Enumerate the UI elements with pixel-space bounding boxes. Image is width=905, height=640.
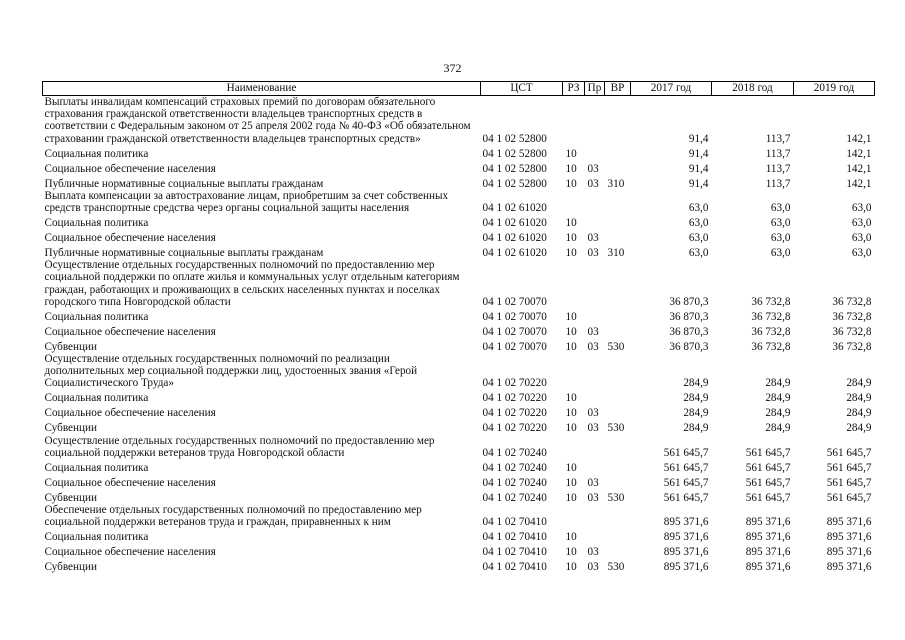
cell-name: Публичные нормативные социальные выплаты гражданам <box>44 177 324 190</box>
cell-y2019: 561 645,7 <box>826 491 872 504</box>
cell-y2017: 91,4 <box>688 177 709 190</box>
cell-y2019: 36 732,8 <box>832 310 872 323</box>
cell-vr <box>605 214 631 229</box>
header-pr: Пр <box>585 82 605 96</box>
cell-y2017: 91,4 <box>688 132 709 145</box>
cell-cst: 04 1 02 70240 <box>482 491 547 504</box>
cell-vr: 530 <box>607 491 625 504</box>
cell-cst: 04 1 02 70220 <box>482 407 547 420</box>
cell-y2017: 91,4 <box>688 162 709 175</box>
cell-vr <box>605 259 631 308</box>
table-row <box>43 489 875 504</box>
cell-pr: 03 <box>587 476 599 489</box>
cell-vr <box>605 504 631 528</box>
cell-name: Социальная политика <box>44 310 149 323</box>
cell-y2018: 284,9 <box>765 392 791 405</box>
cell-y2018: 36 732,8 <box>751 340 791 353</box>
cell-rz: 10 <box>565 422 577 435</box>
header-2019: 2019 год <box>794 82 875 96</box>
cell-name: Обеспечение отдельных государственных полномочий по предоставлению мер социальной поддержки ветеранов труда и граждан, приравненных к ним <box>44 504 422 529</box>
cell-cst: 04 1 02 70410 <box>482 531 547 544</box>
cell-cst: 04 1 02 52800 <box>482 147 547 160</box>
cell-y2018: 36 732,8 <box>751 295 791 308</box>
cell-cst: 04 1 02 70220 <box>482 422 547 435</box>
table-header-row <box>43 82 875 96</box>
cell-vr <box>605 229 631 244</box>
cell-pr: 03 <box>587 162 599 175</box>
cell-y2019: 63,0 <box>851 247 872 260</box>
cell-y2017: 63,0 <box>688 217 709 230</box>
cell-rz: 10 <box>565 217 577 230</box>
cell-cst: 04 1 02 70070 <box>482 325 547 338</box>
header-rz: РЗ <box>563 82 585 96</box>
cell-pr: 03 <box>587 491 599 504</box>
cell-pr <box>585 214 605 229</box>
table-row <box>43 435 875 459</box>
cell-y2019: 561 645,7 <box>826 461 872 474</box>
cell-y2017: 561 645,7 <box>663 491 709 504</box>
cell-y2019: 895 371,6 <box>826 531 872 544</box>
table-row <box>43 504 875 528</box>
cell-pr: 03 <box>587 546 599 559</box>
cell-y2019: 142,1 <box>846 162 872 175</box>
table-row <box>43 190 875 214</box>
cell-y2018: 561 645,7 <box>745 461 791 474</box>
table-row <box>43 175 875 190</box>
cell-rz: 10 <box>565 546 577 559</box>
cell-name: Социальное обеспечение населения <box>44 325 216 338</box>
cell-vr <box>605 543 631 558</box>
cell-rz: 10 <box>565 232 577 245</box>
header-2017: 2017 год <box>631 82 712 96</box>
cell-name: Субвенции <box>44 340 97 353</box>
cell-vr <box>605 160 631 175</box>
cell-name: Осуществление отдельных государственных полномочий по реализации дополнительных мер социальной поддержки лиц, удостоенных звания «Герой Социалистического Труда» <box>44 353 418 390</box>
cell-y2018: 63,0 <box>770 202 791 215</box>
table-row <box>43 528 875 543</box>
cell-y2017: 63,0 <box>688 247 709 260</box>
table-row <box>43 323 875 338</box>
budget-table <box>42 81 875 573</box>
cell-y2017: 895 371,6 <box>663 561 709 574</box>
cell-cst: 04 1 02 52800 <box>482 177 547 190</box>
cell-rz: 10 <box>565 392 577 405</box>
cell-y2019: 142,1 <box>846 147 872 160</box>
cell-y2019: 36 732,8 <box>832 325 872 338</box>
cell-name: Социальное обеспечение населения <box>44 476 216 489</box>
cell-vr: 310 <box>607 247 625 260</box>
cell-pr: 03 <box>587 247 599 260</box>
table-row <box>43 229 875 244</box>
cell-name: Субвенции <box>44 422 97 435</box>
cell-name: Социальная политика <box>44 392 149 405</box>
cell-y2018: 895 371,6 <box>745 531 791 544</box>
table-row <box>43 244 875 259</box>
cell-pr <box>585 308 605 323</box>
cell-vr <box>605 435 631 459</box>
cell-name: Социальное обеспечение населения <box>44 546 216 559</box>
table-row <box>43 259 875 308</box>
cell-y2019: 142,1 <box>846 177 872 190</box>
cell-pr: 03 <box>587 340 599 353</box>
table-row <box>43 338 875 353</box>
cell-name: Осуществление отдельных государственных полномочий по предоставлению мер социальной поддержки по оплате жилья и коммунальных услуг отдельным категориям граждан, работающих и проживающих в сельских населенных пунктах и поселках городского типа Новгородской области <box>44 259 460 308</box>
cell-vr <box>605 353 631 390</box>
cell-vr <box>605 323 631 338</box>
cell-rz: 10 <box>565 340 577 353</box>
cell-vr: 530 <box>607 422 625 435</box>
cell-vr <box>605 528 631 543</box>
cell-vr: 310 <box>607 177 625 190</box>
cell-y2018: 63,0 <box>770 247 791 260</box>
page-number: 372 <box>443 61 462 75</box>
cell-rz: 10 <box>565 247 577 260</box>
cell-cst: 04 1 02 70240 <box>482 476 547 489</box>
cell-y2017: 36 870,3 <box>669 340 709 353</box>
cell-cst: 04 1 02 70070 <box>482 295 547 308</box>
cell-pr <box>585 459 605 474</box>
cell-y2018: 284,9 <box>765 377 791 390</box>
cell-cst: 04 1 02 61020 <box>482 217 547 230</box>
cell-y2019: 895 371,6 <box>826 516 872 529</box>
header-cst: ЦСТ <box>481 82 563 96</box>
cell-rz: 10 <box>565 407 577 420</box>
cell-rz: 10 <box>565 491 577 504</box>
cell-y2019: 284,9 <box>846 422 872 435</box>
cell-cst: 04 1 02 52800 <box>482 162 547 175</box>
cell-pr: 03 <box>587 422 599 435</box>
cell-name: Выплата компенсации за автострахование лицам, приобретшим за счет собственных средств транспортные средства через органы социальной защиты населения <box>44 189 449 215</box>
cell-pr: 03 <box>587 407 599 420</box>
cell-rz: 10 <box>565 147 577 160</box>
cell-y2017: 284,9 <box>683 422 709 435</box>
cell-y2018: 63,0 <box>770 232 791 245</box>
cell-rz <box>563 504 585 528</box>
cell-pr <box>585 390 605 405</box>
cell-name: Социальное обеспечение населения <box>44 162 216 175</box>
table-row <box>43 543 875 558</box>
cell-cst: 04 1 02 70240 <box>482 461 547 474</box>
cell-name: Социальное обеспечение населения <box>44 232 216 245</box>
cell-y2017: 63,0 <box>688 202 709 215</box>
cell-cst: 04 1 02 70070 <box>482 340 547 353</box>
header-2018: 2018 год <box>712 82 794 96</box>
cell-pr <box>585 96 605 145</box>
cell-y2017: 284,9 <box>683 377 709 390</box>
header-name: Наименование <box>43 82 481 96</box>
cell-name: Выплаты инвалидам компенсаций страховых премий по договорам обязательного страхования гражданской ответственности владельцев транспортных средств в соответствии с Федеральным законом от 25 апреля 2002 года № 40-ФЗ «Об обязательном страховании гражданской ответственности владельцев транспортных средств» <box>44 96 471 145</box>
cell-rz: 10 <box>565 531 577 544</box>
cell-y2017: 36 870,3 <box>669 325 709 338</box>
cell-y2019: 63,0 <box>851 202 872 215</box>
table-row <box>43 353 875 390</box>
table-row <box>43 474 875 489</box>
cell-y2017: 284,9 <box>683 392 709 405</box>
cell-name: Социальная политика <box>44 147 149 160</box>
cell-rz: 10 <box>565 162 577 175</box>
table-row <box>43 96 875 145</box>
table-row <box>43 420 875 435</box>
cell-y2017: 895 371,6 <box>663 546 709 559</box>
cell-vr <box>605 96 631 145</box>
cell-y2019: 561 645,7 <box>826 446 872 459</box>
cell-rz <box>563 435 585 459</box>
cell-y2018: 63,0 <box>770 217 791 230</box>
cell-y2019: 36 732,8 <box>832 295 872 308</box>
cell-y2018: 561 645,7 <box>745 491 791 504</box>
cell-vr <box>605 145 631 160</box>
cell-cst: 04 1 02 52800 <box>482 132 547 145</box>
cell-y2017: 36 870,3 <box>669 310 709 323</box>
cell-cst: 04 1 02 70220 <box>482 377 547 390</box>
cell-rz: 10 <box>565 476 577 489</box>
cell-y2019: 36 732,8 <box>832 340 872 353</box>
cell-vr <box>605 308 631 323</box>
cell-y2017: 561 645,7 <box>663 446 709 459</box>
cell-y2017: 895 371,6 <box>663 531 709 544</box>
cell-y2018: 895 371,6 <box>745 546 791 559</box>
table-row <box>43 405 875 420</box>
cell-rz <box>563 353 585 390</box>
cell-y2018: 895 371,6 <box>745 561 791 574</box>
cell-name: Социальная политика <box>44 461 149 474</box>
table-row <box>43 308 875 323</box>
cell-vr <box>605 474 631 489</box>
cell-y2019: 895 371,6 <box>826 546 872 559</box>
cell-vr <box>605 390 631 405</box>
cell-vr <box>605 190 631 214</box>
table-row <box>43 558 875 573</box>
cell-name: Социальная политика <box>44 217 149 230</box>
cell-y2017: 91,4 <box>688 147 709 160</box>
cell-y2019: 142,1 <box>846 132 872 145</box>
cell-rz: 10 <box>565 310 577 323</box>
header-vr: ВР <box>605 82 631 96</box>
cell-pr <box>585 435 605 459</box>
cell-y2017: 561 645,7 <box>663 461 709 474</box>
cell-y2017: 36 870,3 <box>669 295 709 308</box>
cell-vr: 530 <box>607 340 625 353</box>
cell-vr <box>605 459 631 474</box>
cell-y2018: 113,7 <box>765 132 791 145</box>
table-row <box>43 160 875 175</box>
cell-cst: 04 1 02 70410 <box>482 546 547 559</box>
cell-cst: 04 1 02 70410 <box>482 561 547 574</box>
cell-y2019: 561 645,7 <box>826 476 872 489</box>
table-row <box>43 390 875 405</box>
cell-y2019: 284,9 <box>846 377 872 390</box>
cell-vr <box>605 405 631 420</box>
cell-name: Осуществление отдельных государственных полномочий по предоставлению мер социальной поддержки ветеранов труда Новгородской области <box>44 434 435 459</box>
cell-pr <box>585 528 605 543</box>
cell-y2018: 113,7 <box>765 177 791 190</box>
cell-rz <box>563 96 585 145</box>
cell-cst: 04 1 02 70240 <box>482 446 547 459</box>
cell-y2018: 895 371,6 <box>745 516 791 529</box>
cell-pr <box>585 353 605 390</box>
cell-y2018: 36 732,8 <box>751 325 791 338</box>
cell-y2017: 63,0 <box>688 232 709 245</box>
cell-y2018: 113,7 <box>765 162 791 175</box>
cell-y2018: 36 732,8 <box>751 310 791 323</box>
cell-cst: 04 1 02 70070 <box>482 310 547 323</box>
cell-y2017: 561 645,7 <box>663 476 709 489</box>
cell-pr <box>585 504 605 528</box>
cell-y2017: 895 371,6 <box>663 516 709 529</box>
cell-name: Субвенции <box>44 561 97 574</box>
cell-pr: 03 <box>587 325 599 338</box>
cell-pr: 03 <box>587 232 599 245</box>
cell-y2019: 63,0 <box>851 232 872 245</box>
cell-pr: 03 <box>587 561 599 574</box>
cell-y2019: 63,0 <box>851 217 872 230</box>
cell-pr <box>585 145 605 160</box>
cell-name: Публичные нормативные социальные выплаты гражданам <box>44 247 324 260</box>
cell-pr <box>585 259 605 308</box>
cell-rz: 10 <box>565 461 577 474</box>
cell-rz: 10 <box>565 177 577 190</box>
cell-pr <box>585 190 605 214</box>
cell-y2019: 895 371,6 <box>826 561 872 574</box>
cell-vr: 530 <box>607 561 625 574</box>
table-row <box>43 459 875 474</box>
cell-y2018: 284,9 <box>765 422 791 435</box>
cell-cst: 04 1 02 70410 <box>482 516 547 529</box>
cell-cst: 04 1 02 61020 <box>482 247 547 260</box>
cell-rz: 10 <box>565 561 577 574</box>
cell-y2018: 561 645,7 <box>745 446 791 459</box>
cell-rz <box>563 190 585 214</box>
cell-rz: 10 <box>565 325 577 338</box>
cell-cst: 04 1 02 70220 <box>482 392 547 405</box>
cell-name: Социальное обеспечение населения <box>44 407 216 420</box>
cell-y2018: 284,9 <box>765 407 791 420</box>
cell-y2017: 284,9 <box>683 407 709 420</box>
table-body <box>43 96 875 574</box>
cell-cst: 04 1 02 61020 <box>482 202 547 215</box>
cell-cst: 04 1 02 61020 <box>482 232 547 245</box>
cell-name: Субвенции <box>44 491 97 504</box>
cell-rz <box>563 259 585 308</box>
table-row <box>43 214 875 229</box>
table-row <box>43 145 875 160</box>
cell-y2019: 284,9 <box>846 392 872 405</box>
cell-y2018: 113,7 <box>765 147 791 160</box>
cell-y2019: 284,9 <box>846 407 872 420</box>
cell-pr: 03 <box>587 177 599 190</box>
cell-name: Социальная политика <box>44 531 149 544</box>
cell-y2018: 561 645,7 <box>745 476 791 489</box>
